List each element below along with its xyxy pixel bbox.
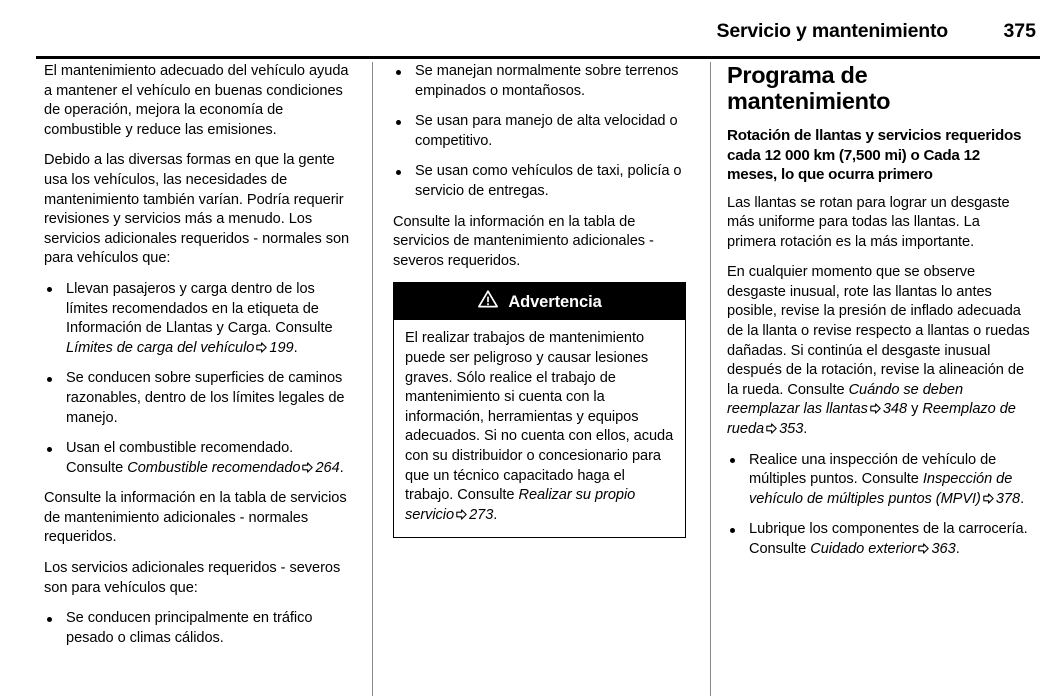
cross-reference-title: Realizar su propio servicio (405, 487, 636, 523)
running-header (36, 22, 1036, 54)
paragraph (727, 263, 1030, 439)
list-item-text: Se conducen sobre superficies de caminos razonables, dentro de los límites legales de manejo. (66, 370, 345, 426)
list-item-text-tail: . (955, 541, 960, 557)
list-item-text: Se usan para manejo de alta velocidad o competitivo. (415, 113, 678, 149)
cross-reference-arrow-icon (983, 493, 994, 504)
column-right (727, 62, 1030, 700)
bullet-list-normal-conditions (44, 280, 354, 478)
cross-reference-arrow-icon (256, 342, 267, 353)
cross-reference-page: 363 (931, 541, 956, 557)
cross-reference-page: 348 (882, 401, 908, 418)
list-item-text: Lubrique los componentes de la carrocería. Consulte (749, 521, 1028, 557)
list-item-text: Se conducen principalmente en tráfico pesado o climas cálidos. (66, 610, 313, 646)
list-item-text: Realice una inspección de vehículo de múltiples puntos. Consulte (749, 451, 997, 488)
page-number: 375 (1003, 20, 1036, 42)
cross-reference-arrow-icon (918, 543, 929, 554)
warning-text-before: El realizar trabajos de mantenimiento puede ser peligroso y causar lesiones graves. Sólo realice el trabajo de mantenimiento si cuenta con la información, herramientas y equipos adecuados. Si no cuenta con ellos, acuda con su distribuidor o concesionario para que un técnico capacitado haga el trabajo. Consulte (405, 330, 674, 504)
warning-box (393, 282, 686, 538)
paragraph: Los servicios adicionales requeridos - severos son para vehículos que: (44, 560, 341, 596)
warning-box-body (394, 320, 685, 537)
section-heading: Programa de mantenimiento (727, 62, 891, 114)
column-left (44, 62, 354, 700)
paragraph: Debido a las diversas formas en que la gente usa los vehículos, las necesidades de mantenimiento también varían. Podría requerir revisiones y servicios más a menudo. Los servicios adicionales requeridos - normales son para vehículos que: (44, 152, 350, 267)
list-item-text: Llevan pasajeros y carga dentro de los límites recomendados en la etiqueta de Información de Llantas y Carga. Consulte (66, 280, 333, 337)
cross-reference-title: Reemplazo de rueda (727, 401, 1016, 438)
cross-reference-arrow-icon (766, 423, 777, 434)
paragraph-text-before: En cualquier momento que se observe desgaste inusual, rote las llantas lo antes posible, revise la presión de inflado adecuada de la llanta o revise respecto a llantas o ruedas dañadas. Si continúa el desgaste inusual después de la rotación, revise la alineación de la rueda. Consulte (727, 264, 1030, 398)
cross-reference-arrow-icon (456, 509, 467, 520)
subsection-heading: Rotación de llantas y servicios requeridos cada 12 000 km (7,500 mi) o Cada 12 meses, lo que ocurra primero (727, 127, 1022, 183)
list-item-text-tail: . (1020, 490, 1025, 507)
list-item (44, 439, 354, 478)
warning-triangle-icon (477, 289, 499, 314)
list-item (393, 162, 693, 201)
three-column-layout (0, 62, 1054, 700)
cross-reference-title: Cuidado exterior (810, 541, 917, 557)
warning-box-header (394, 283, 685, 320)
cross-reference-arrow-icon (302, 462, 313, 473)
cross-reference-page: 264 (315, 459, 340, 476)
list-item-text-tail: . (293, 339, 298, 356)
cross-reference-title: Límites de carga del vehículo (66, 339, 255, 356)
list-item (44, 369, 354, 428)
bullet-list-severe-conditions-continued (393, 62, 693, 202)
list-item (727, 520, 1030, 559)
cross-reference-page: 273 (469, 506, 494, 523)
cross-reference-title: Cuándo se deben reemplazar las llantas (727, 381, 964, 418)
list-item (727, 451, 1030, 510)
list-item-text: Usan el combustible recomendado. Consulte (66, 440, 294, 476)
cross-reference-title: Combustible recomendado (127, 459, 301, 476)
paragraph: Las llantas se rotan para lograr un desgaste más uniforme para todas las llantas. La primera rotación es la más importante. (727, 194, 1010, 250)
list-item (44, 280, 354, 358)
warning-text-after: . (493, 506, 498, 523)
cross-reference-page: 353 (779, 421, 804, 438)
column-divider-left (372, 62, 373, 696)
conjunction: y (907, 401, 923, 418)
paragraph: Consulte la información en la tabla de servicios de mantenimiento adicionales - severos requeridos. (393, 213, 654, 269)
bullet-list-rotation-services (727, 451, 1030, 560)
list-item (44, 609, 354, 648)
header-section-title: Servicio y mantenimiento (716, 20, 948, 42)
bullet-list-severe-conditions (44, 609, 354, 648)
column-divider-right (710, 62, 711, 696)
list-item (393, 112, 693, 151)
list-item-text: Se manejan normalmente sobre terrenos empinados o montañosos. (415, 63, 679, 99)
list-item (393, 62, 693, 101)
list-item-text: Se usan como vehículos de taxi, policía o servicio de entregas. (415, 163, 682, 199)
paragraph: El mantenimiento adecuado del vehículo ayuda a mantener el vehículo en buenas condiciones de operación, mejora la economía de combustible y reduce las emisiones. (44, 63, 349, 138)
warning-box-title: Advertencia (508, 292, 602, 311)
cross-reference-title: Inspección de vehículo de múltiples puntos (MPVI) (749, 471, 1013, 507)
cross-reference-page: 199 (269, 339, 294, 356)
column-middle (393, 62, 693, 700)
cross-reference-arrow-icon (870, 403, 881, 414)
warning-text (405, 329, 674, 525)
cross-reference-page: 378 (995, 490, 1021, 507)
header-rule (36, 56, 1040, 59)
paragraph-text-after: . (803, 421, 808, 438)
list-item-text-tail: . (339, 459, 344, 476)
paragraph: Consulte la información en la tabla de servicios de mantenimiento adicionales - normales requeridos. (44, 490, 347, 546)
